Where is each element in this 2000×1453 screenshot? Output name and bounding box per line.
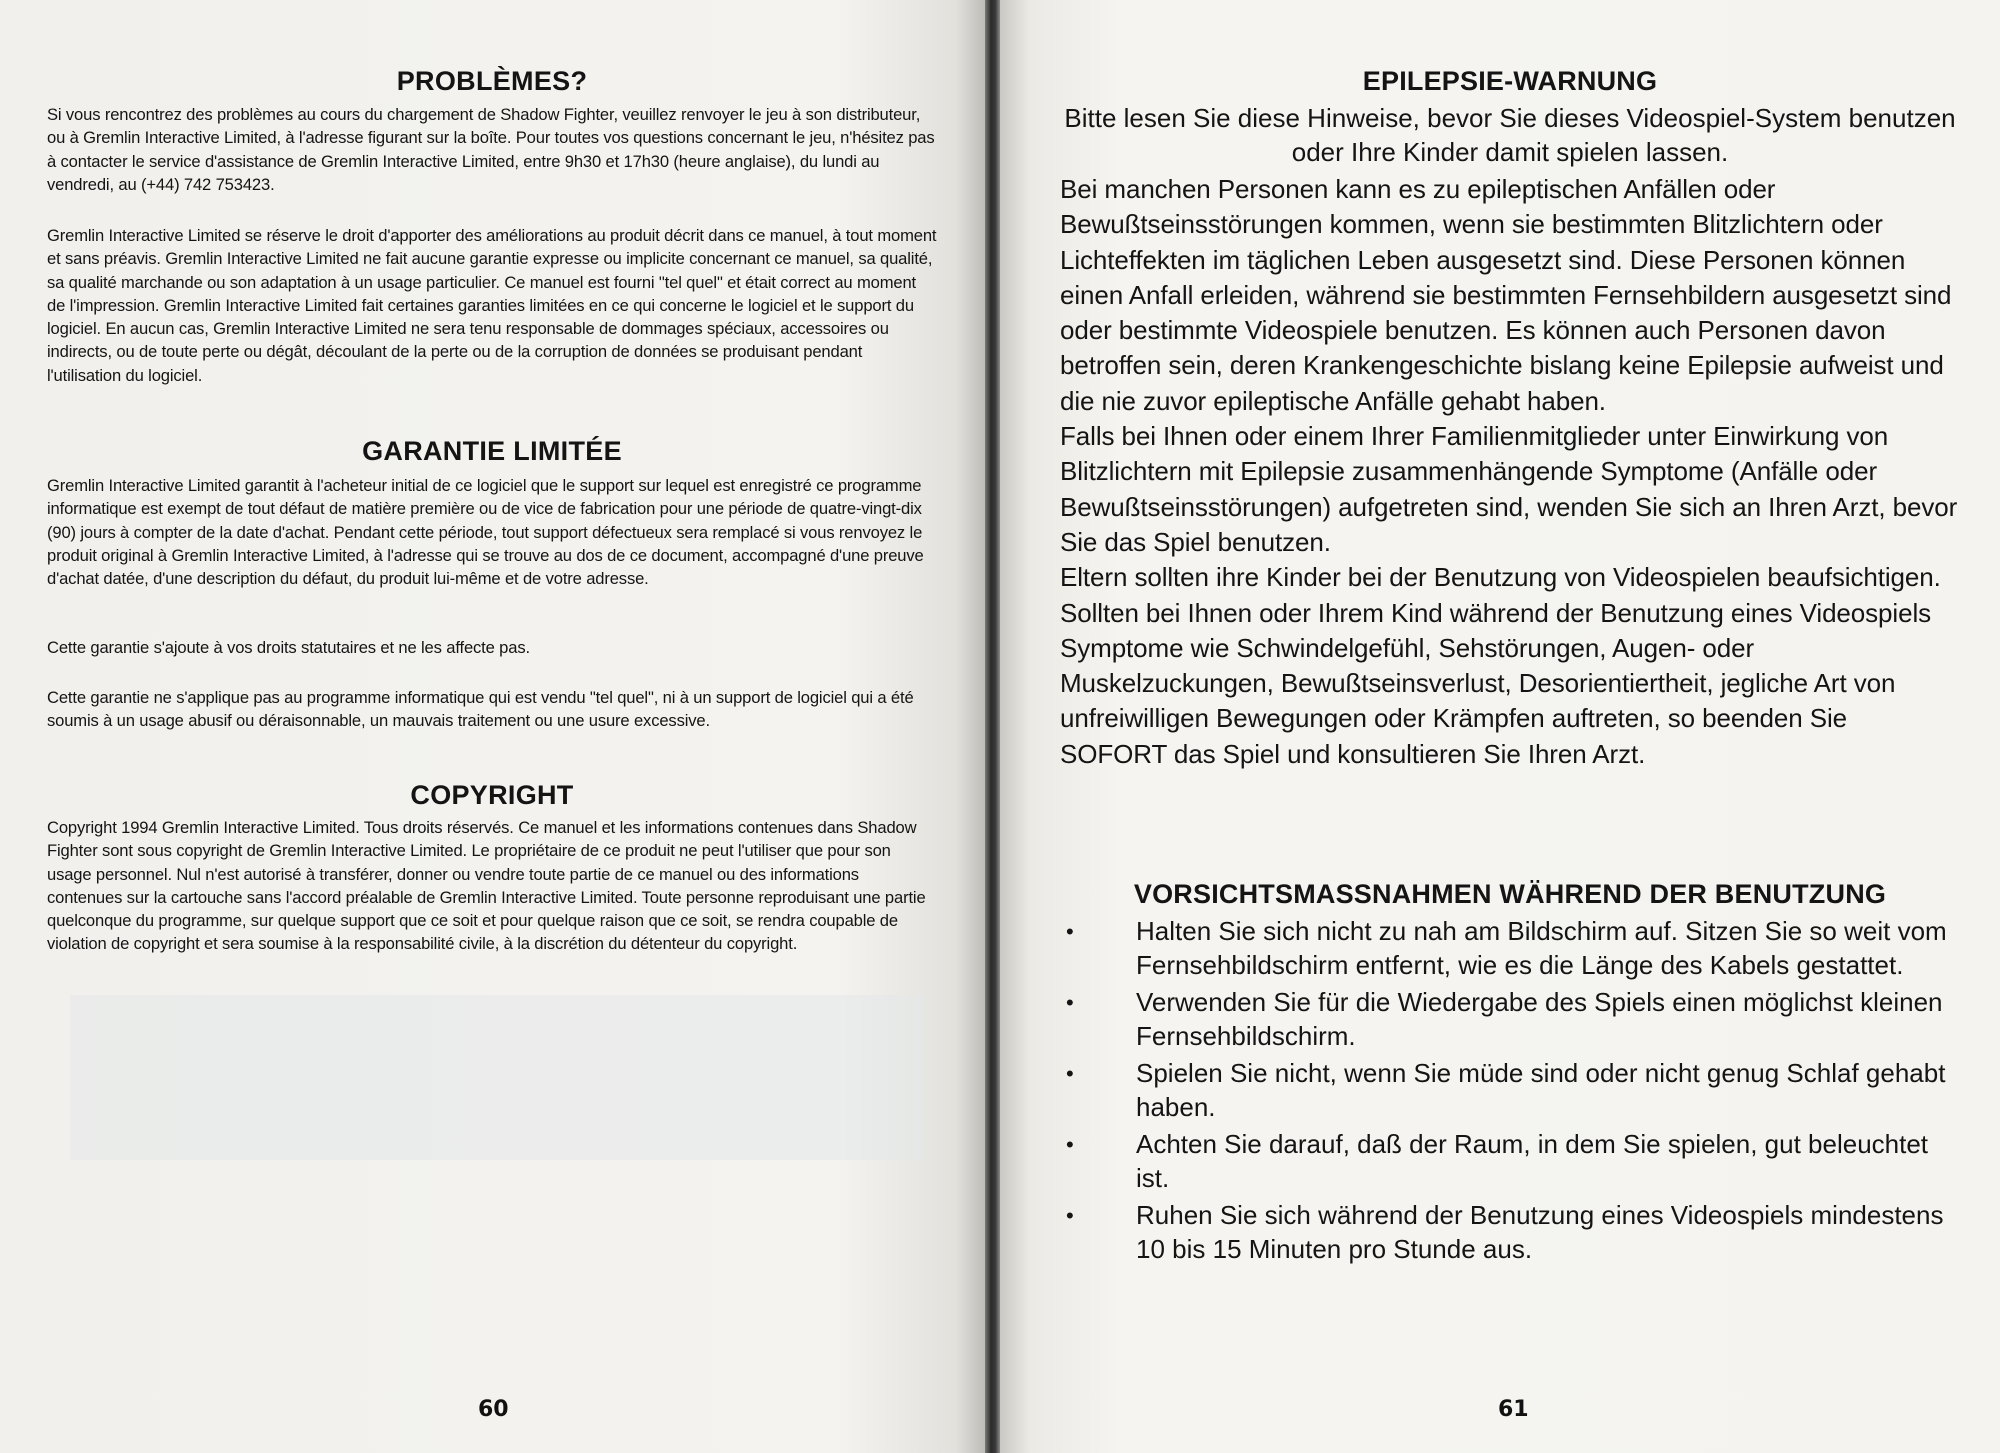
list-item-text: Ruhen Sie sich während der Benutzung eines Videospiels mindestens 10 bis 15 Minuten pro Stunde aus. [1136,1200,1944,1264]
problemes-paragraph-2: Gremlin Interactive Limited se réserve le droit d'apporter des améliorations au produit décrit dans ce manuel, à tout moment et sans préavis. Gremlin Interactive Limited ne fait aucune garantie expresse ou implicite concernant ce manuel, sa qualité, sa qualité marchande ou son adaptation à un usage particulier. Ce manuel est fourni "tel quel" et était correct au moment de l'impression. Gremlin Interactive Limited fait certaines garanties limitées en ce qui concerne le logiciel et le support du logiciel. En aucun cas, Gremlin Interactive Limited ne sera tenu responsable de dommages spéciaux, accessoires ou indirects, ou de toute perte ou dégât, découlant de la perte ou de la corruption de données se produisant pendant l'utilisation du logiciel. [47,226,937,385]
garantie-section [47,436,937,467]
epilepsie-section [1060,66,1960,169]
garantie-heading: GARANTIE LIMITÉE [362,436,622,466]
problemes-body-2 [47,224,937,387]
garantie-body-2 [47,636,937,659]
problemes-paragraph-1: Si vous rencontrez des problèmes au cours du chargement de Shadow Fighter, veuillez renvoyer le jeu à son distributeur, ou à Gremlin Interactive Limited, à l'adresse figurant sur la boîte. Pour toutes vos questions concernant le jeu, n'hésitez pas à contacter le service d'assistance de Gremlin Interactive Limited, entre 9h30 et 17h30 (heure anglaise), du lundi au vendredi, au (+44) 742 753423. [47,105,935,194]
list-item-text: Verwenden Sie für die Wiedergabe des Spiels einen möglichst kleinen Fernsehbildschirm. [1136,987,1943,1051]
faded-background-illustration [70,995,925,1160]
page-number-right: 61 [1498,1397,1529,1422]
book-gutter [985,0,1000,1453]
left-page [0,0,985,1453]
bullet-icon: • [1066,1061,1074,1086]
epilepsie-paragraph-1: Bei manchen Personen kann es zu epileptischen Anfällen oder Bewußtseinsstörungen kommen, wenn sie bestimmten Blitzlichtern oder Lichteffekten im täglichen Leben ausgesetzt sind. Diese Personen können einen Anfall erleiden, während sie bestimmten Fernsehbildern ausgesetzt sind oder bestimmte Videospiele benutzen. Es können auch Personen davon betroffen sein, deren Krankengeschichte bislang keine Epilepsie aufweist und die nie zuvor epileptische Anfälle gehabt haben. [1060,174,1952,416]
problemes-section [47,66,937,97]
problemes-body [47,103,937,196]
bullet-icon: • [1066,1132,1074,1157]
list-item [1060,1057,1960,1124]
epilepsie-heading: EPILEPSIE-WARNUNG [1362,66,1658,96]
copyright-body [47,816,937,956]
problemes-heading: PROBLÈMES? [396,66,588,96]
list-item-text: Halten Sie sich nicht zu nah am Bildschirm auf. Sitzen Sie so weit vom Fernsehbildschirm entfernt, wie es die Länge des Kabels gestattet. [1136,916,1947,980]
list-item [1060,1128,1960,1195]
list-item-text: Spielen Sie nicht, wenn Sie müde sind oder nicht genug Schlaf gehabt haben. [1136,1058,1946,1122]
list-item [1060,986,1960,1053]
list-item [1060,915,1960,982]
bullet-icon: • [1066,1203,1074,1228]
garantie-body-3 [47,686,937,733]
list-item-text: Achten Sie darauf, daß der Raum, in dem Sie spielen, gut beleuchtet ist. [1136,1129,1929,1193]
vorsicht-heading: VORSICHTSMASSNAHMEN WÄHREND DER BENUTZUNG [1133,879,1887,909]
epilepsie-intro: Bitte lesen Sie diese Hinweise, bevor Sie dieses Videospiel-System benutzen oder Ihre Kinder damit spielen lassen. [1064,103,1956,167]
copyright-heading: COPYRIGHT [410,780,574,810]
bullet-icon: • [1066,990,1074,1015]
copyright-section [47,780,937,811]
list-item [1060,1199,1960,1266]
epilepsie-body [1060,172,1960,772]
epilepsie-paragraph-2: Falls bei Ihnen oder einem Ihrer Familienmitglieder unter Einwirkung von Blitzlichtern mit Epilepsie zusammenhängende Symptome (Anfälle oder Bewußtseinsstörungen) aufgetreten sind, wenden Sie sich an Ihren Arzt, bevor Sie das Spiel benutzen. [1060,421,1958,557]
vorsicht-list [1060,915,1960,1266]
garantie-body [47,474,937,590]
garantie-paragraph-3: Cette garantie ne s'applique pas au programme informatique qui est vendu "tel quel", ni à un support de logiciel qui a été soumis à un usage abusif ou déraisonnable, un mauvais traitement ou une usure excessive. [47,688,914,731]
bullet-icon: • [1066,919,1074,944]
garantie-paragraph-1: Gremlin Interactive Limited garantit à l'acheteur initial de ce logiciel que le support sur lequel est enregistré ce programme informatique est exempt de tout défaut de matière première ou de vice de fabrication pour une période de quatre-vingt-dix (90) jours à compter de la date d'achat. Pendant cette période, tout support défectueux sera remplacé si vous renvoyez le produit original à Gremlin Interactive Limited, à l'adresse qui se trouve au dos de ce document, accompagné d'une preuve d'achat datée, d'une description du défaut, du produit lui-même et de votre adresse. [47,476,924,589]
vorsicht-section [1060,879,1960,910]
vorsicht-list-wrap [1060,915,1960,1270]
copyright-paragraph: Copyright 1994 Gremlin Interactive Limited. Tous droits réservés. Ce manuel et les informations contenues dans Shadow Fighter sont sous copyright de Gremlin Interactive Limited. Le propriétaire de ce produit ne peut l'utiliser que pour son usage personnel. Nul n'est autorisé à transférer, donner ou vendre toute partie de ce manuel ou des informations contenues sur la cartouche sans l'accord préalable de Gremlin Interactive Limited. Toute personne reproduisant une partie quelconque du programme, sur quelque support que ce soit et pour quelque raison que ce soit, se rendra coupable de violation de copyright et sera soumise à la responsabilité civile, à la discrétion du détenteur du copyright. [47,818,926,954]
epilepsie-paragraph-3: Eltern sollten ihre Kinder bei der Benutzung von Videospielen beaufsichtigen. Sollten bei Ihnen oder Ihrem Kind während der Benutzung eines Videospiels Symptome wie Schwindelgefühl, Sehstörungen, Augen- oder Muskelzuckungen, Bewußtseinsverlust, Desorientiertheit, jegliche Art von unfreiwilligen Bewegungen oder Krämpfen auftreten, so beenden Sie SOFORT das Spiel und konsultieren Sie Ihren Arzt. [1060,562,1941,769]
garantie-paragraph-2: Cette garantie s'ajoute à vos droits statutaires et ne les affecte pas. [47,638,530,657]
page-number-left: 60 [478,1397,509,1422]
